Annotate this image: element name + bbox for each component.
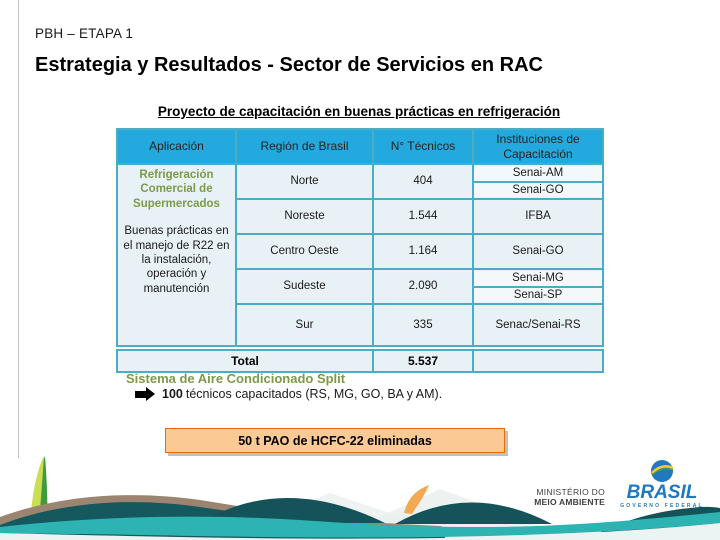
table-title: Proyecto de capacitación en buenas prácticas en refrigeración [157,104,561,119]
col-header-aplicacion: Aplicación [117,129,236,164]
bullet-count: 100 [162,387,183,401]
bullet-text: técnicos capacitados (RS, MG, GO, BA y AM). [185,387,443,401]
total-empty-cell [473,350,603,372]
instituciones-cell [473,164,603,199]
tecnicos-cell: 2.090 [373,269,473,304]
brasil-subtext: GOVERNO FEDERAL [620,503,704,509]
page-title: Estrategia y Resultados - Sector de Servicios en RAC [35,54,543,76]
region-cell: Sudeste [236,269,373,304]
instituciones-cell: Senac/Senai-RS [473,304,603,346]
right-arrow-icon [135,387,155,401]
brasil-wordmark: BRASIL [626,482,698,503]
table-total-row [116,349,604,373]
instituciones-cell [473,269,603,304]
training-table [116,128,604,347]
region-cell: Norte [236,164,373,199]
tecnicos-cell: 1.544 [373,199,473,234]
institucion-item: Senai-GO [474,181,602,197]
ministry-logo-text [534,487,605,507]
institucion-item: Senai-AM [474,166,602,180]
region-cell: Centro Oeste [236,234,373,269]
left-edge-rule [18,0,19,458]
brasil-government-logo [612,458,712,516]
application-cell [117,164,236,346]
institucion-item: Senai-MG [474,271,602,285]
total-value: 5.537 [373,350,473,372]
application-highlight: Refrigeración Comercial de Supermercados [133,169,220,210]
application-description: Buenas prácticas en el manejo de R22 en la instalación, operación y manutención [123,225,230,295]
instituciones-cell: Senai-GO [473,234,603,269]
col-header-tecnicos: N° Técnicos [373,129,473,164]
tecnicos-cell: 404 [373,164,473,199]
col-header-instituciones: Instituciones de Capacitación [473,129,603,164]
table-row [117,164,603,199]
slide-eyebrow: PBH – ETAPA 1 [35,26,134,41]
tecnicos-cell: 1.164 [373,234,473,269]
split-section-heading: Sistema de Aire Condicionado Split [126,371,346,386]
total-label: Total [117,350,373,372]
ministry-line2: MEIO AMBIENTE [534,497,605,508]
tecnicos-cell: 335 [373,304,473,346]
region-cell: Sur [236,304,373,346]
col-header-region: Región de Brasil [236,129,373,164]
region-cell: Noreste [236,199,373,234]
table-header-row [117,129,603,164]
instituciones-cell: IFBA [473,199,603,234]
elimination-callout: 50 t PAO de HCFC-22 eliminadas [165,428,505,453]
institucion-item: Senai-SP [474,286,602,302]
ministry-line1: MINISTÉRIO DO [536,487,605,497]
split-bullet-line [135,387,442,401]
